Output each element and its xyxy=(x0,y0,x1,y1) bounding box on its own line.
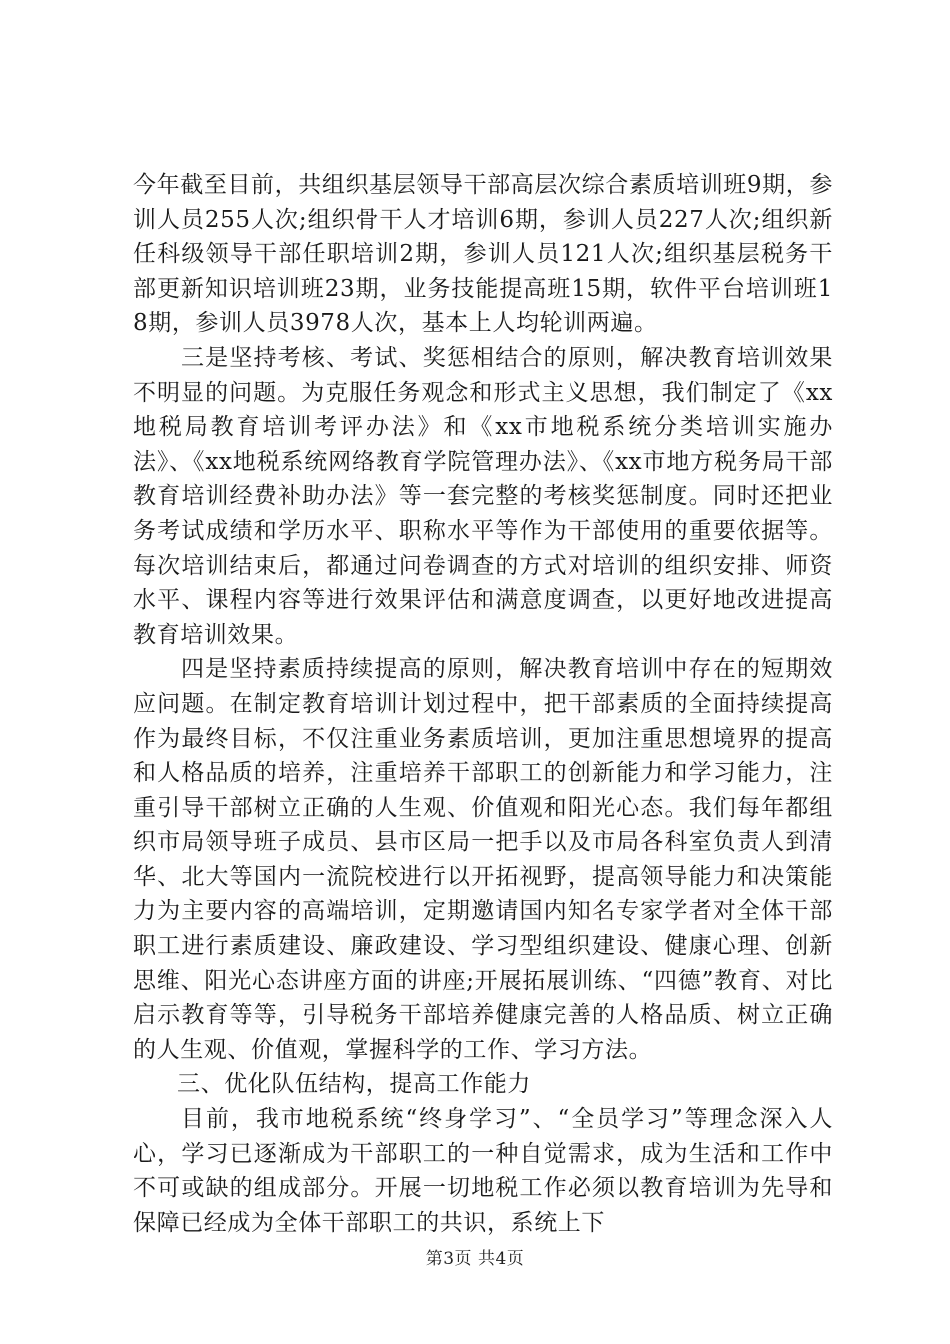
paragraph-learning-culture: 目前，我市地税系统“终身学习”、“全员学习”等理念深入人心，学习已逐渐成为干部职工的一种自觉需求，成为生活和工作中不可或缺的组成部分。开展一切地税工作必须以教育培训为先导和保障已经成为全体干部职工的共识，系统上下 xyxy=(133,1106,833,1236)
section-heading: 三、优化队伍结构，提高工作能力 xyxy=(177,1071,531,1098)
paragraph-assessment-principle: 三是坚持考核、考试、奖惩相结合的原则，解决教育培训效果不明显的问题。为克服任务观念和形式主义思想，我们制定了《xx地税局教育培训考评办法》和《xx市地税系统分类培训实施办法》、《xx地税系统网络教育学院管理办法》、《xx市地方税务局干部教育培训经费补助办法》等一套完整的考核奖惩制度。同时还把业务考试成绩和学历水平、职称水平等作为干部使用的重要依据等。每次培训结束后，都通过问卷调查的方式对培训的组织安排、师资水平、课程内容等进行效果评估和满意度调查，以更好地改进提高教育培训效果。 xyxy=(133,344,833,648)
body-text xyxy=(133,168,833,1240)
page-number-footer: 第3页 共4页 xyxy=(425,1249,525,1269)
paragraph-quality-principle: 四是坚持素质持续提高的原则，解决教育培训中存在的短期效应问题。在制定教育培训计划过程中，把干部素质的全面持续提高作为最终目标，不仅注重业务素质培训，更加注重思想境界的提高和人格品质的培养，注重培养干部职工的创新能力和学习能力，注重引导干部树立正确的人生观、价值观和阳光心态。我们每年都组织市局领导班子成员、县市区局一把手以及市局各科室负责人到清华、北大等国内一流院校进行以开拓视野，提高领导能力和决策能力为主要内容的高端培训，定期邀请国内知名专家学者对全体干部职工进行素质建设、廉政建设、学习型组织建设、健康心理、创新思维、阳光心态讲座方面的讲座;开展拓展训练、“四德”教育、对比启示教育等等，引导税务干部培养健康完善的人格品质、树立正确的人生观、价值观，掌握科学的工作、学习方法。 xyxy=(133,656,833,1063)
paragraph-training-statistics: 今年截至目前，共组织基层领导干部高层次综合素质培训班9期，参训人员255人次;组织骨干人才培训6期，参训人员227人次;组织新任科级领导干部任职培训2期，参训人员121人次;组织基层税务干部更新知识培训班23期，业务技能提高班15期，软件平台培训班18期，参训人员3978人次，基本上人均轮训两遍。 xyxy=(133,172,833,337)
